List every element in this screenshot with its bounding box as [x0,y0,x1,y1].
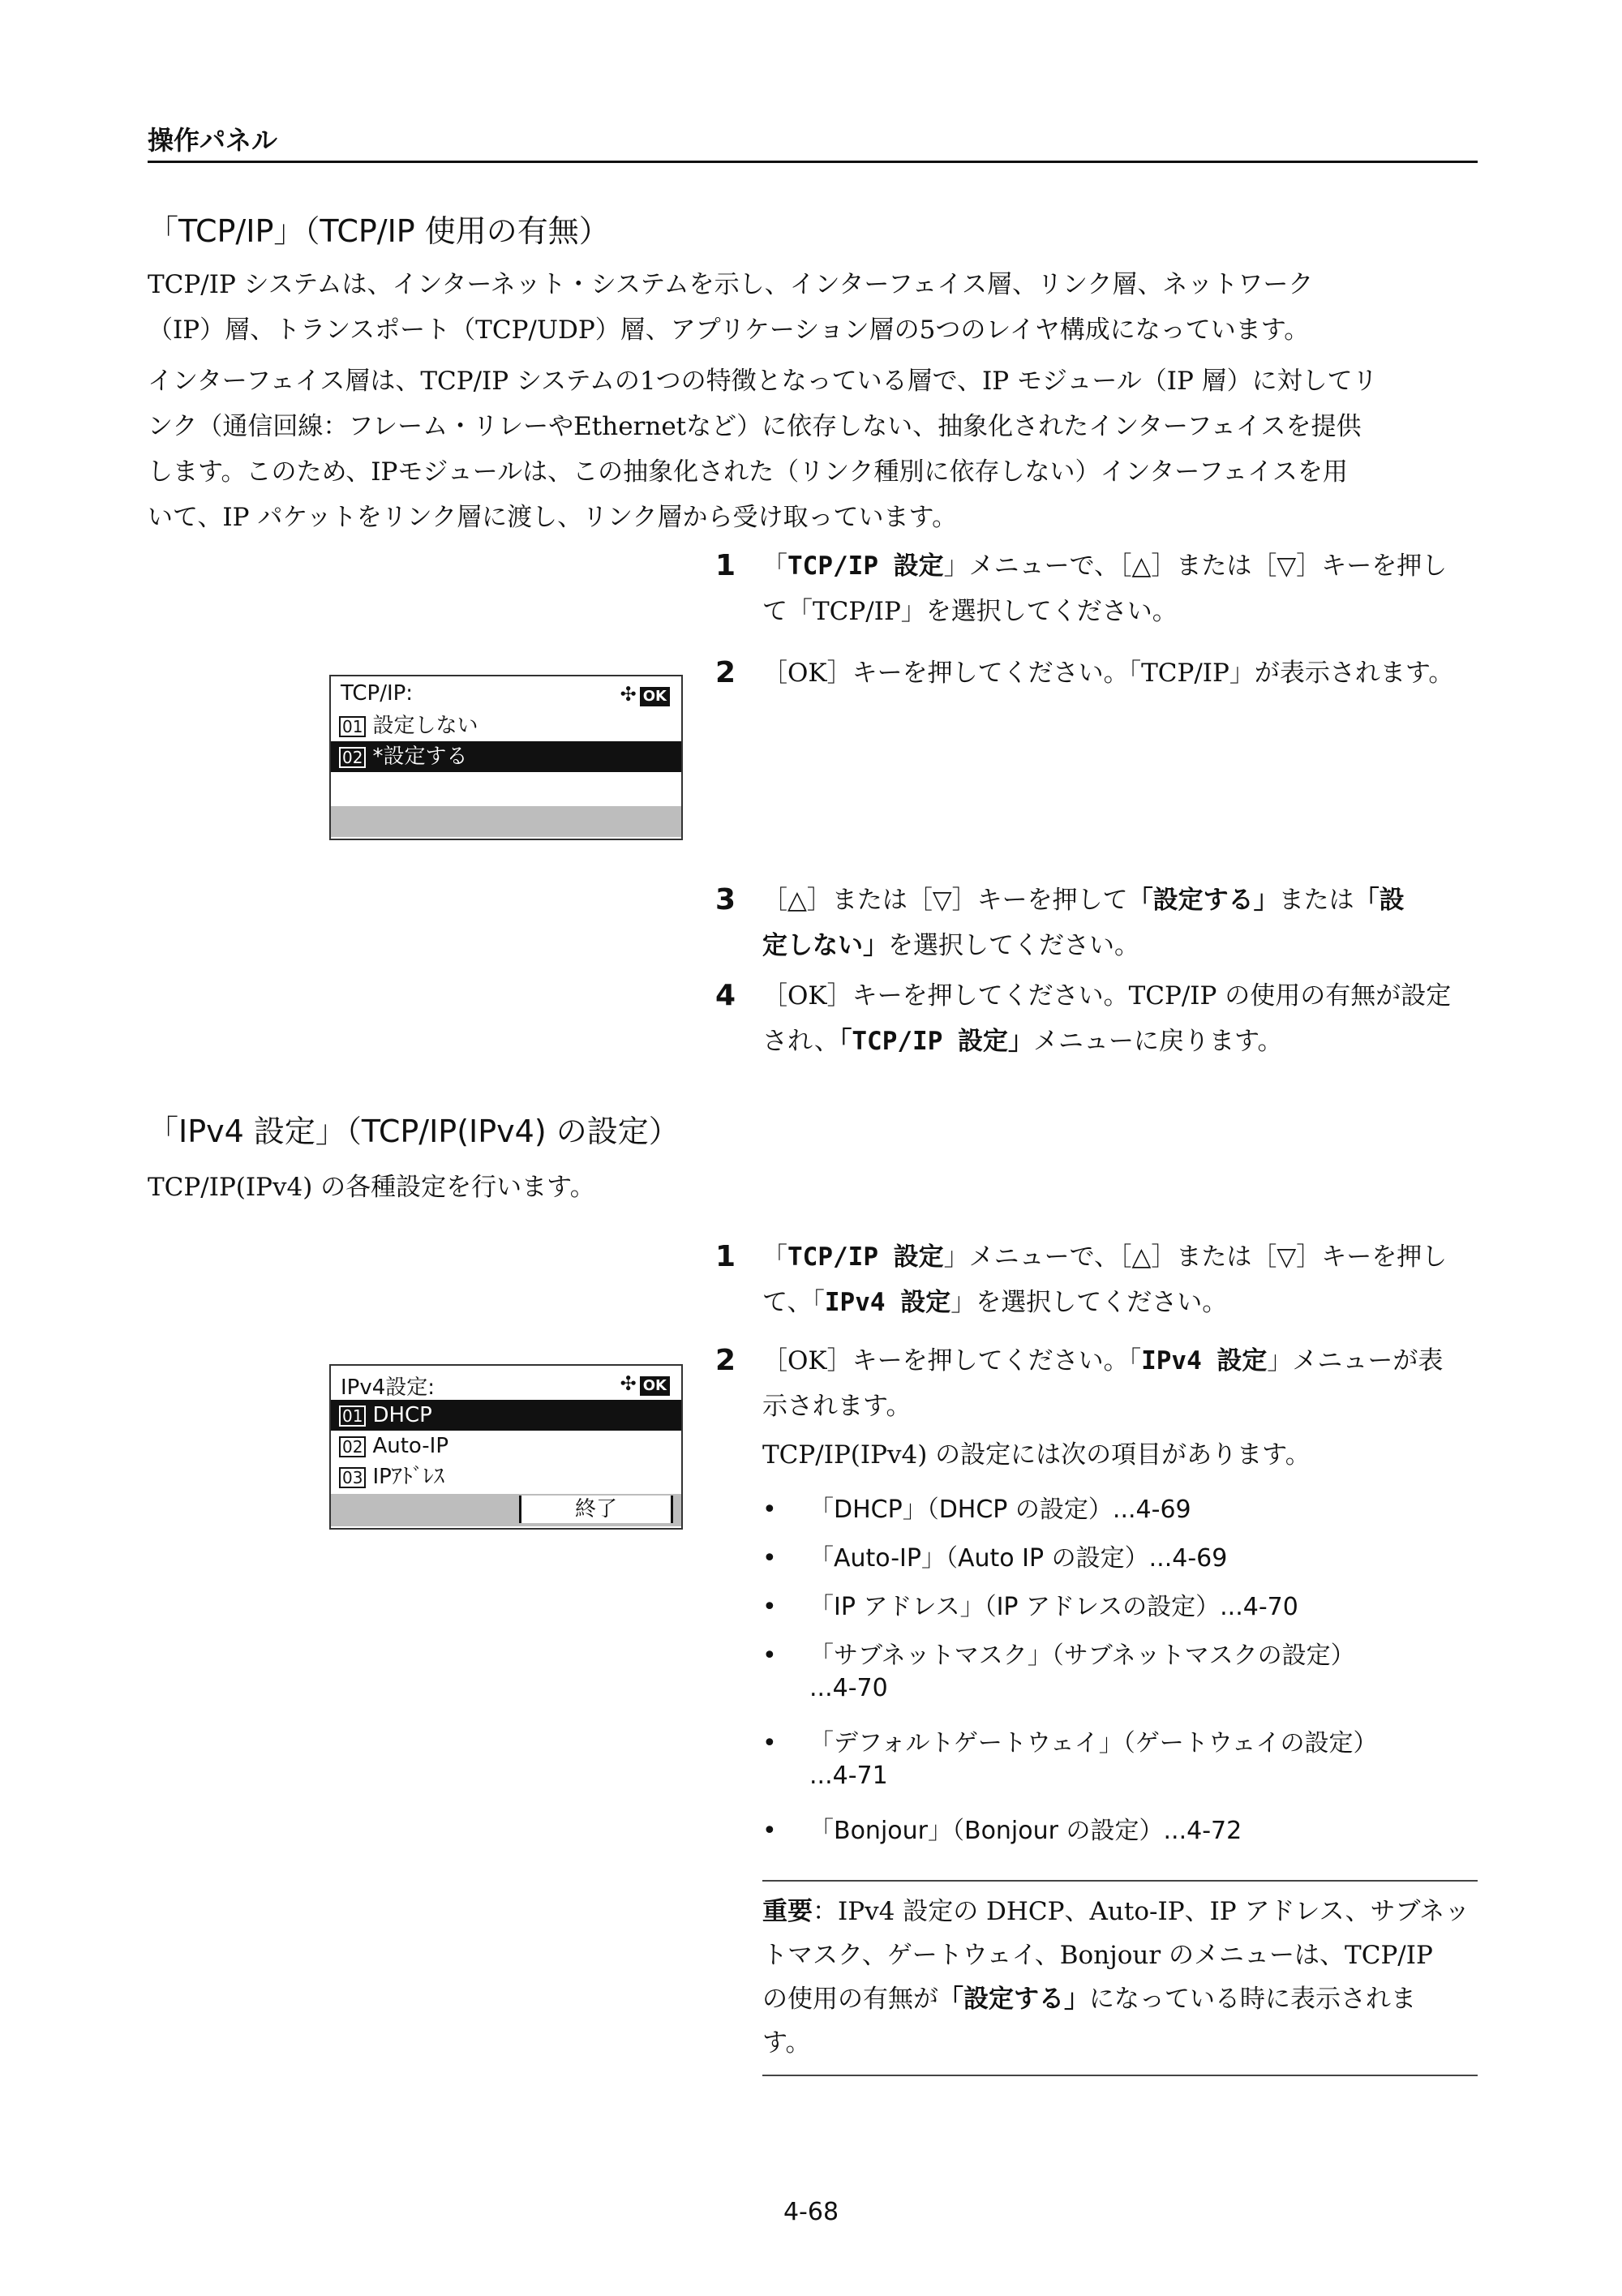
paragraph-line: TCP/IP システムは、インターネット・システムを示し、インターフェイス層、リンク層、ネットワーク [148,270,1314,299]
step-text: て「TCP/IP」を選択してください。 [762,597,1178,626]
step-text: ［OK］キーを押してください。「TCP/IP」が表示されます。 [762,659,1454,688]
softkey-label: 終了 [574,1497,617,1521]
step-number: 2 [715,656,736,689]
page-number: 4-68 [783,2198,839,2226]
lcd-item-number: 01 [339,1405,366,1427]
step-number: 4 [715,979,736,1012]
list-item: • 「Auto-IP」（Auto IP の設定）...4-69 [762,1543,1476,1575]
paragraph-line: します。このため、IPモジュールは、この抽象化された（リンク種別に依存しない）インターフェイスを用 [148,457,1348,487]
lcd-menu-item-02-selected[interactable] [331,741,681,772]
ok-badge: OK [640,687,670,706]
step-text: され、 [762,1027,839,1056]
step-text: ［OK］キーを押してください。「 [762,1346,1142,1375]
note-text: になっている時に表示されま [1089,1985,1416,2014]
paragraph-line: ンク（通信回線：フレーム・リレーやEthernetなど）に依存しない、抽象化されたインターフェイスを提供 [148,412,1362,441]
section1-paragraph-2 [148,358,1486,540]
step-text: を選択してください。 [888,931,1139,960]
step-number: 1 [715,1240,736,1273]
step-text: 」メニューで、［△］または［▽］キーを押し [943,1242,1448,1272]
menu-name: TCP/IP 設定 [787,1242,944,1272]
menu-name: 「TCP/IP 設定」 [839,1027,1034,1056]
lcd-softkey-bar [331,1494,681,1526]
menu-name: IPv4 設定 [1141,1346,1268,1375]
navigate-ok-icon: ✣ OK [620,1372,670,1396]
ok-badge: OK [640,1376,670,1396]
step-text: て、「 [762,1288,825,1317]
list-item: • 「Bonjour」（Bonjour の設定）...4-72 [762,1815,1476,1848]
important-note [762,1880,1478,2076]
paragraph-line: いて、IP パケットをリンク層に渡し、リンク層から受け取っています。 [148,503,958,532]
list-item: • 「サブネットマスク」（サブネットマスクの設定） ...4-70 [762,1640,1476,1705]
step-text: 「 [762,551,787,581]
lcd-menu-item-dhcp-selected[interactable] [331,1400,681,1431]
step-text: ［OK］キーを押してください。TCP/IP の使用の有無が設定 [762,981,1452,1011]
list-item-text: 「デフォルトゲートウェイ」（ゲートウェイの設定） [809,1729,1378,1757]
navigate-ok-icon: ✣ OK [620,683,670,706]
note-text: の使用の有無が [762,1985,938,2014]
list-item-page-ref: ...4-71 [809,1762,888,1790]
menu-name: IPv4 設定 [824,1288,951,1317]
lcd-menu-item-ip-address[interactable] [331,1461,681,1492]
step-number: 3 [715,883,736,916]
link-subnet-mask[interactable] [809,1640,1476,1705]
lcd-panel-tcpip [329,675,683,840]
note-text: す。 [762,2028,811,2058]
link-default-gateway[interactable] [809,1727,1476,1792]
step-text: 「 [762,1242,787,1272]
step-text: 」メニューが表 [1267,1346,1444,1375]
step-3 [715,878,1478,968]
list-item: • 「デフォルトゲートウェイ」（ゲートウェイの設定） ...4-71 [762,1727,1476,1792]
lcd-item-number: 01 [339,716,366,737]
ipv4-step-1 [715,1234,1478,1325]
ipv4-step-2 [715,1338,1478,1429]
list-item: • 「DHCP」（DHCP の設定）...4-69 [762,1494,1476,1526]
option-name: 「設 [1354,886,1405,915]
lcd-softkey-bar [331,806,681,837]
running-header: 操作パネル [148,125,278,156]
note-text: ：IPv4 設定の DHCP、Auto-IP、IP アドレス、サブネッ [813,1897,1470,1926]
lcd-item-label: 設定しない [372,714,478,738]
lcd-menu-item-01[interactable] [331,710,681,741]
lcd-title: TCP/IP: [341,681,414,706]
step-text: 」メニューで、［△］または［▽］キーを押し [943,551,1448,581]
step-number: 2 [715,1344,736,1377]
step-2 [715,650,1478,696]
step-text: ［△］または［▽］キーを押して [762,886,1128,915]
option-name: 「設定する」 [1127,886,1279,915]
ipv4-sub-intro: TCP/IP(IPv4) の設定には次の項目があります。 [762,1440,1311,1470]
note-label: 重要 [762,1897,813,1926]
link-auto-ip[interactable]: 「Auto-IP」（Auto IP の設定）...4-69 [809,1544,1228,1573]
section-title-tcpip: 「TCP/IP」（TCP/IP 使用の有無） [148,213,610,249]
paragraph-line: （IP）層、トランスポート（TCP/UDP）層、アプリケーション層の5つのレイヤ構成になっています。 [148,315,1310,345]
softkey-end-button[interactable] [519,1496,673,1523]
section-title-ipv4: 「IPv4 設定」（TCP/IP(IPv4) の設定） [148,1114,680,1149]
step-4 [715,973,1478,1064]
lcd-item-number: 02 [339,747,366,768]
lcd-menu-item-auto-ip[interactable] [331,1431,681,1461]
link-dhcp[interactable]: 「DHCP」（DHCP の設定）...4-69 [809,1496,1191,1524]
option-name: 定しない」 [762,931,888,960]
list-item-page-ref: ...4-70 [809,1674,888,1702]
section2-intro: TCP/IP(IPv4) の各種設定を行います。 [148,1173,595,1202]
menu-name: TCP/IP 設定 [787,551,944,581]
lcd-item-label: *設定する [372,745,468,769]
option-name: 「設定する」 [938,1985,1089,2014]
step-number: 1 [715,549,736,582]
step-text: 」を選択してください。 [950,1288,1228,1317]
lcd-item-label: IPｱﾄﾞﾚｽ [372,1465,444,1489]
list-item-text: 「サブネットマスク」（サブネットマスクの設定） [809,1642,1355,1670]
step-text: メニューに戻ります。 [1033,1027,1283,1056]
list-item: • 「IP アドレス」（IP アドレスの設定）...4-70 [762,1591,1476,1624]
paragraph-line: インターフェイス層は、TCP/IP システムの1つの特徴となっている層で、IP モジュール（IP 層）に対してリ [148,367,1378,396]
lcd-item-number: 02 [339,1436,366,1457]
lcd-title: IPv4設定: [341,1375,436,1400]
header-rule [148,161,1478,163]
step-1 [715,543,1478,634]
lcd-panel-ipv4 [329,1364,683,1530]
link-ip-address[interactable]: 「IP アドレス」（IP アドレスの設定）...4-70 [809,1593,1298,1621]
section1-paragraph-1 [148,262,1486,353]
ipv4-settings-list [762,1494,1476,1843]
lcd-item-label: Auto-IP [372,1434,449,1458]
note-text: トマスク、ゲートウェイ、Bonjour のメニューは、TCP/IP [762,1941,1433,1970]
lcd-item-number: 03 [339,1467,366,1488]
link-bonjour[interactable]: 「Bonjour」（Bonjour の設定）...4-72 [809,1817,1242,1845]
step-text: 示されます。 [762,1392,912,1421]
lcd-item-label: DHCP [372,1403,432,1427]
step-text: または [1278,886,1354,915]
